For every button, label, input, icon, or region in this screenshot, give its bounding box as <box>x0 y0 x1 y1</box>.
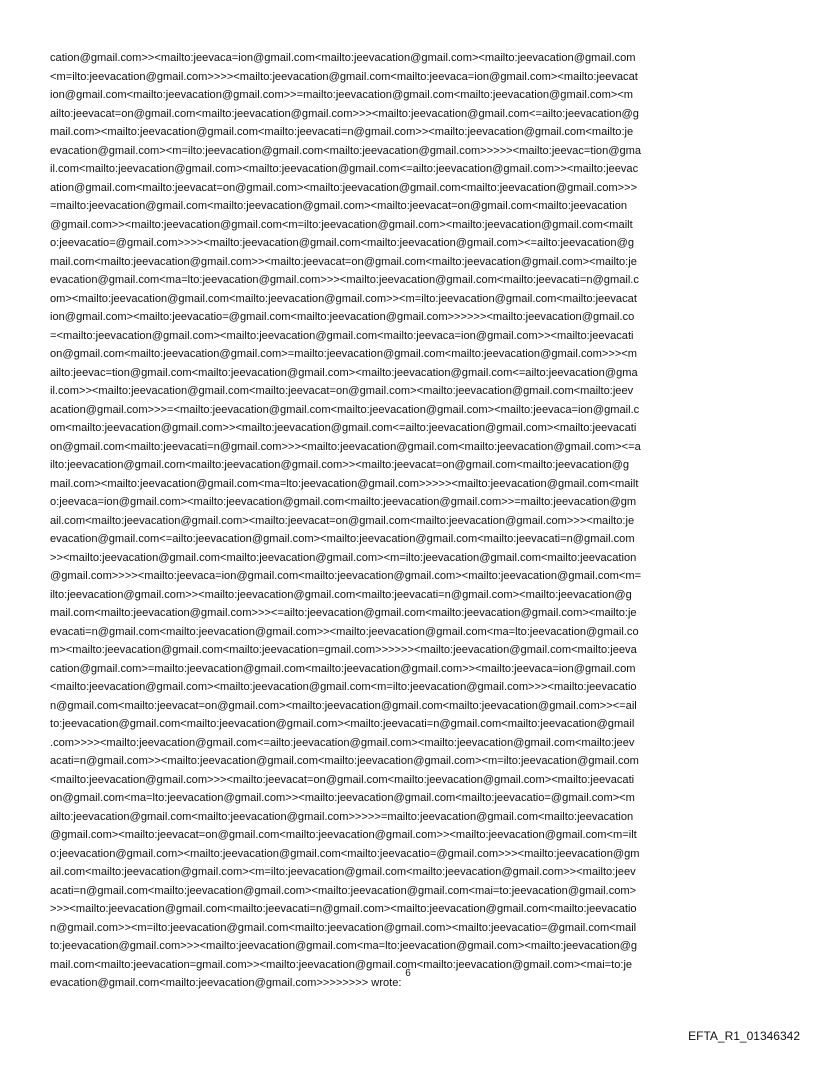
text-line: mail.com<mailto:jeevacation@gmail.com>><mailto:jeevacat=on@gmail.com<mailto:jeevacation@gmail.com><mailto:je <box>50 255 637 268</box>
text-line: ion@gmail.com<mailto:jeevacation@gmail.com>>=mailto:jeevacation@gmail.com<mailto:jeevacation@gmail.com><m <box>50 89 634 101</box>
text-line: om><mailto:jeevacation@gmail.com<mailto:jeevacation@gmail.com>><m=ilto:jeevacation@gmail.com<mailto:jeevacat <box>50 292 637 305</box>
text-line: evacation@gmail.com<ma=lto:jeevacation@gmail.com>>><mailto:jeevacation@gmail.com<mailto:jeevacati=n@gmail.c <box>50 274 639 286</box>
text-line: ailto:jeevac=tion@gmail.com<mailto:jeevacation@gmail.com><mailto:jeevacation@gmail.com<=ailto:jeevacation@gma <box>50 366 638 379</box>
text-line: ion@gmail.com><mailto:jeevacatio=@gmail.com<mailto:jeevacation@gmail.com>>>>>><mailto:jeevacation@gmail.co <box>50 311 635 323</box>
text-line: il.com<mailto:jeevacation@gmail.com><mailto:jeevacation@gmail.com<=ailto:jeevacation@gmail.com>><mailto:jeevac <box>50 163 639 175</box>
text-line: o:jeevaca=ion@gmail.com><mailto:jeevacation@gmail.com<mailto:jeevacation@gmail.com>>=mailto:jeevacation@gm <box>50 496 637 508</box>
text-line: il.com>><mailto:jeevacation@gmail.com<mailto:jeevacat=on@gmail.com><mailto:jeevacation@gmail.com<mailto:jeev <box>50 385 634 397</box>
text-line: =mailto:jeevacation@gmail.com<mailto:jeevacation@gmail.com><mailto:jeevacat=on@gmail.com<mailto:jeevacation <box>50 200 628 212</box>
text-line: mail.com<mailto:jeevacation@gmail.com>>><=ailto:jeevacation@gmail.com<mailto:jeevacation@gmail.com><mailto:je <box>50 607 637 619</box>
text-line: >>><mailto:jeevacation@gmail.com<mailto:jeevacati=n@gmail.com><mailto:jeevacation@gmail.com<mailto:jeevacatio <box>50 903 637 915</box>
text-line: n@gmail.com<mailto:jeevacat=on@gmail.com><mailto:jeevacation@gmail.com<mailto:jeevacation@gmail.com>><=ail <box>50 699 637 712</box>
bates-number: EFTA_R1_01346342 <box>688 1029 800 1043</box>
text-line: m><mailto:jeevacation@gmail.com<mailto:jeevacation=gmail.com>>>>>><mailto:jeevacation@gmail.com<mailto:jeeva <box>50 644 637 656</box>
text-line: =<mailto:jeevacation@gmail.com><mailto:jeevacation@gmail.com<mailto:jeevaca=ion@gmail.com>><mailto:jeevacati <box>50 329 634 342</box>
text-line: to:jeevacation@gmail.com<mailto:jeevacation@gmail.com><mailto:jeevacati=n@gmail.com<mailto:jeevacation@gmail <box>50 718 635 730</box>
text-line: evacation@gmail.com<=ailto:jeevacation@gmail.com><mailto:jeevacation@gmail.com<mailto:jeevacati=n@gmail.com <box>50 533 635 545</box>
text-line: cation@gmail.com>=mailto:jeevacation@gmail.com<mailto:jeevacation@gmail.com>><mailto:jeevaca=ion@gmail.com <box>50 662 636 675</box>
text-line: n@gmail.com>><m=ilto:jeevacation@gmail.com<mailto:jeevacation@gmail.com><mailto:jeevacatio=@gmail.com<mail <box>50 921 637 934</box>
text-line: ailto:jeevacation@gmail.com<mailto:jeevacation@gmail.com>>>>>=mailto:jeevacation@gmail.com<mailto:jeevacation <box>50 810 634 823</box>
text-line: <m=ilto:jeevacation@gmail.com>>>><mailto:jeevacation@gmail.com<mailto:jeevaca=ion@gmail.com><mailto:jeevacat <box>50 70 638 83</box>
text-line: >><mailto:jeevacation@gmail.com<mailto:jeevacation@gmail.com><m=ilto:jeevacation@gmail.com<mailto:jeevacation <box>50 551 637 564</box>
text-line: <mailto:jeevacation@gmail.com><mailto:jeevacation@gmail.com<m=ilto:jeevacation@gmail.com>>><mailto:jeevacatio <box>50 681 637 693</box>
text-line: @gmail.com><mailto:jeevacat=on@gmail.com<mailto:jeevacation@gmail.com>><mailto:jeevacation@gmail.com<m=ilt <box>50 829 637 841</box>
text-line: acati=n@gmail.com<mailto:jeevacation@gmail.com><mailto:jeevacation@gmail.com<mai=to:jeevacation@gmail.com> <box>50 884 637 897</box>
text-line: evacation@gmail.com><m=ilto:jeevacation@gmail.com<mailto:jeevacation@gmail.com>>>>><mailto:jeevac=tion@gma <box>50 144 642 157</box>
text-line: evacation@gmail.com<mailto:jeevacation@gmail.com>>>>>>>> wrote: <box>50 977 402 989</box>
text-line: to:jeevacation@gmail.com>>><mailto:jeevacation@gmail.com<ma=lto:jeevacation@gmail.com><mailto:jeevacation@g <box>50 940 638 952</box>
text-line: acation@gmail.com>>>=<mailto:jeevacation@gmail.com<mailto:jeevacation@gmail.com><mailto:jeevaca=ion@gmail.c <box>50 403 640 416</box>
email-quoted-text <box>50 49 770 993</box>
text-line: o:jeevacation@gmail.com><mailto:jeevacation@gmail.com<mailto:jeevacatio=@gmail.com>>><mailto:jeevacation@gm <box>50 847 640 860</box>
text-line: mail.com<mailto:jeevacation=gmail.com>><mailto:jeevacation@gmail.com<mailto:jeevacation@gmail.com><mai=to:je <box>50 958 633 971</box>
text-line: evacati=n@gmail.com<mailto:jeevacation@gmail.com>><mailto:jeevacation@gmail.com<ma=lto:jeevacation@gmail.co <box>50 625 639 638</box>
text-line: ation@gmail.com<mailto:jeevacat=on@gmail.com><mailto:jeevacation@gmail.com<mailto:jeevacation@gmail.com>>> <box>50 181 638 194</box>
page-number: 6 <box>405 968 411 979</box>
text-line: acati=n@gmail.com>><mailto:jeevacation@gmail.com<mailto:jeevacation@gmail.com><m=ilto:jeevacation@gmail.com <box>50 755 639 767</box>
text-line: @gmail.com>><mailto:jeevacation@gmail.com<m=ilto:jeevacation@gmail.com><mailto:jeevacation@gmail.com<mailt <box>50 218 633 231</box>
text-line: om<mailto:jeevacation@gmail.com>><mailto:jeevacation@gmail.com<=ailto:jeevacation@gmail.com><mailto:jeevacati <box>50 422 637 434</box>
text-line: on@gmail.com<mailto:jeevacation@gmail.com>=mailto:jeevacation@gmail.com<mailto:jeevacation@gmail.com>>><m <box>50 348 638 360</box>
text-line: on@gmail.com<mailto:jeevacati=n@gmail.com>>><mailto:jeevacation@gmail.com<mailto:jeevacation@gmail.com><=a <box>50 440 641 453</box>
text-line: .com>>>><mailto:jeevacation@gmail.com<=ailto:jeevacation@gmail.com><mailto:jeevacation@gmail.com<mailto:jeev <box>50 736 635 749</box>
text-line: ail.com<mailto:jeevacation@gmail.com><mailto:jeevacat=on@gmail.com<mailto:jeevacation@gmail.com>>><mailto:je <box>50 514 635 527</box>
text-line: o:jeevacatio=@gmail.com>>>><mailto:jeevacation@gmail.com<mailto:jeevacation@gmail.com><=ailto:jeevacation@g <box>50 237 635 249</box>
text-line: mail.com><mailto:jeevacation@gmail.com<mailto:jeevacati=n@gmail.com>><mailto:jeevacation@gmail.com<mailto:je <box>50 126 634 138</box>
text-line: cation@gmail.com>><mailto:jeevaca=ion@gmail.com<mailto:jeevacation@gmail.com><mailto:jeevacation@gmail.com <box>50 52 636 64</box>
text-line: mail.com><mailto:jeevacation@gmail.com<ma=lto:jeevacation@gmail.com>>>>><mailto:jeevacation@gmail.com<mailt <box>50 477 639 490</box>
text-line: on@gmail.com<ma=lto:jeevacation@gmail.com>><mailto:jeevacation@gmail.com<mailto:jeevacatio=@gmail.com><m <box>50 792 635 804</box>
text-line: ailto:jeevacat=on@gmail.com<mailto:jeevacation@gmail.com>>><mailto:jeevacation@gmail.com<=ailto:jeevacation@g <box>50 107 639 120</box>
text-line: @gmail.com>>>><mailto:jeevaca=ion@gmail.com<mailto:jeevacation@gmail.com><mailto:jeevacation@gmail.com<m= <box>50 570 642 582</box>
text-line: <mailto:jeevacation@gmail.com>>><mailto:jeevacat=on@gmail.com<mailto:jeevacation@gmail.com><mailto:jeevacati <box>50 773 635 786</box>
text-line: ail.com<mailto:jeevacation@gmail.com><m=ilto:jeevacation@gmail.com<mailto:jeevacation@gmail.com>><mailto:jeev <box>50 866 636 878</box>
text-line: ilto:jeevacation@gmail.com<mailto:jeevacation@gmail.com>><mailto:jeevacat=on@gmail.com<mailto:jeevacation@g <box>50 459 630 471</box>
text-line: ilto:jeevacation@gmail.com>><mailto:jeevacation@gmail.com<mailto:jeevacati=n@gmail.com><mailto:jeevacation@g <box>50 588 632 601</box>
